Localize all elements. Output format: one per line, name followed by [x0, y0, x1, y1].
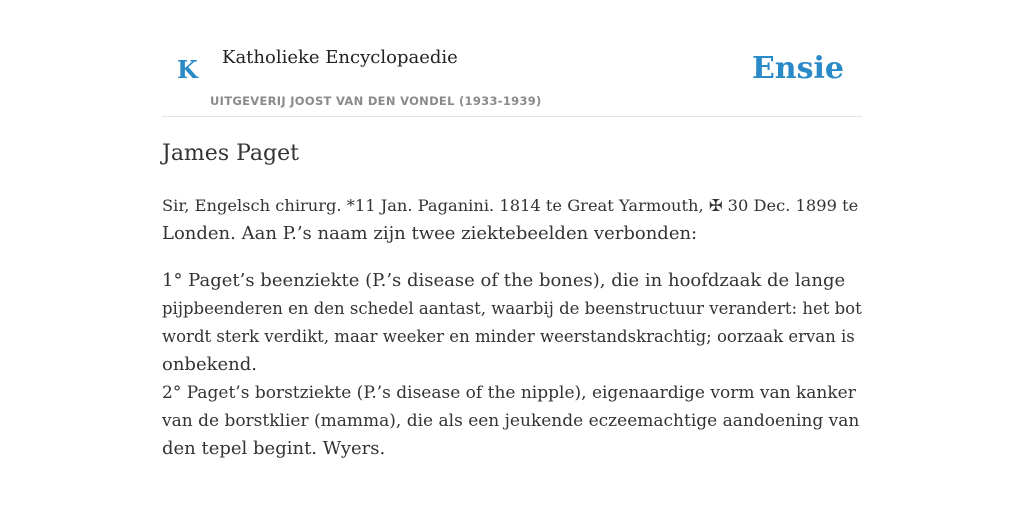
text-line: Sir, Engelsch chirurg. *11 Jan. Paganini. 1814 te Great Yarmouth, ✠ 30 Dec. 1899 te [162, 196, 859, 215]
text-line: onbekend. [162, 354, 258, 375]
site-header [162, 0, 862, 117]
article-content [162, 138, 862, 463]
ensie-brand-logo[interactable]: Ensie [751, 51, 844, 86]
text-line: den tepel begint. Wyers. [162, 438, 386, 459]
text-line: wordt sterk verdikt, maar weeker en minder weerstandskrachtig; oorzaak ervan is [162, 327, 855, 346]
site-logo[interactable]: K [177, 55, 198, 84]
text-line: Londen. Aan P.’s naam zijn twee ziektebeelden verbonden: [162, 223, 698, 244]
site-title[interactable]: Katholieke Encyclopaedie [222, 47, 458, 68]
entry-title: James Paget [162, 141, 299, 166]
text-line: pijpbeenderen en den schedel aantast, waarbij de beenstructuur verandert: het bot [162, 299, 862, 318]
entry-paragraph-diseases [162, 267, 862, 463]
text-line: 2° Paget’s borstziekte (P.’s disease of the nipple), eigenaardige vorm van kanker [162, 383, 856, 403]
text-line: van de borstklier (mamma), die als een jeukende eczeemachtige aandoening van [162, 411, 860, 431]
site-subtitle: UITGEVERIJ JOOST VAN DEN VONDEL (1933-1939) [210, 94, 542, 108]
entry-paragraph-intro [162, 192, 862, 248]
text-line: 1° Paget’s beenziekte (P.’s disease of the bones), die in hoofdzaak de lange [162, 270, 846, 291]
